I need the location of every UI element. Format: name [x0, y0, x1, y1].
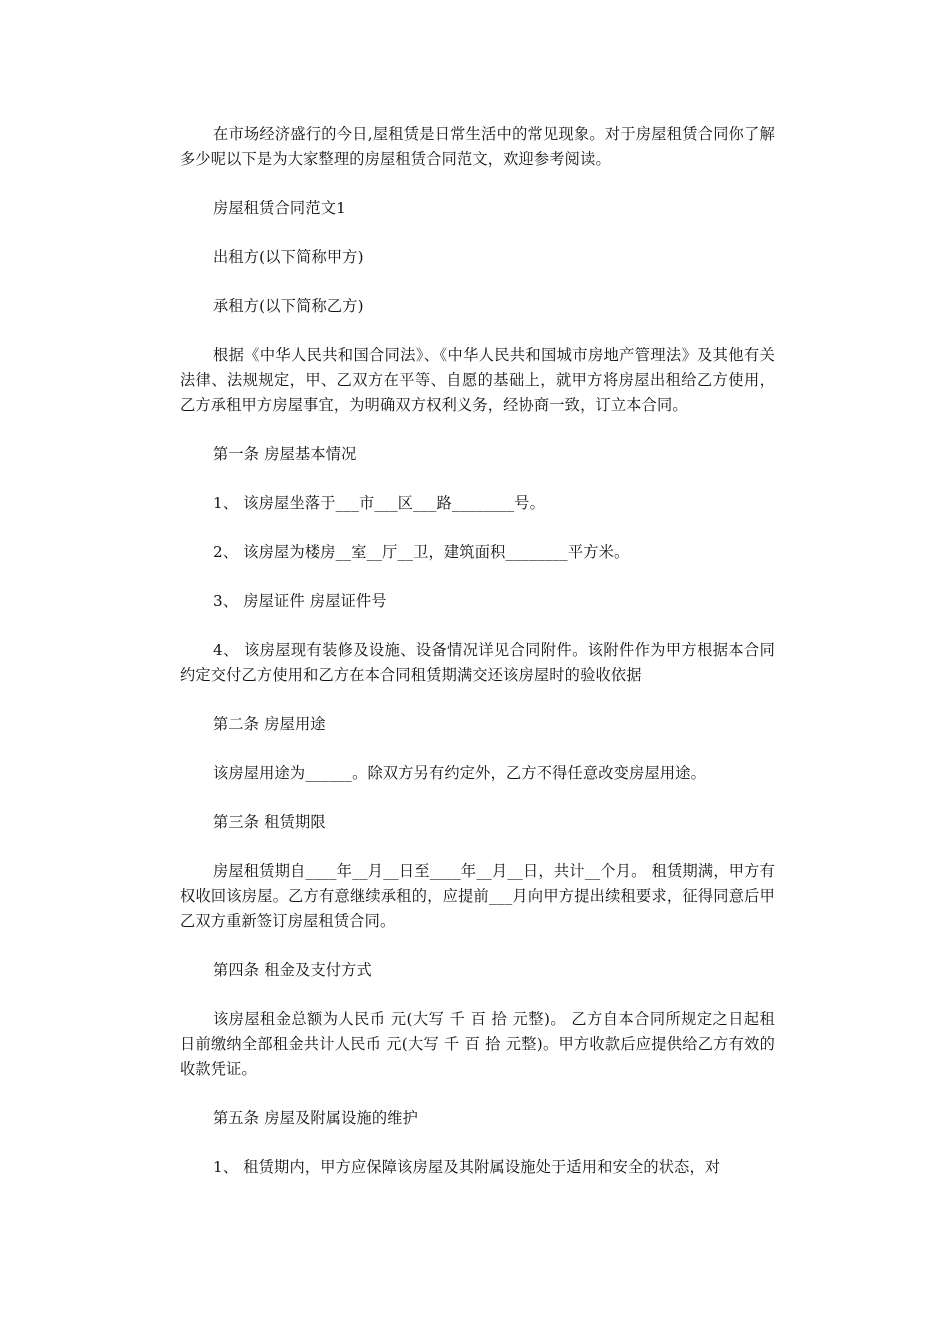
article-1-item-4: 4、 该房屋现有装修及设施、设备情况详见合同附件。该附件作为甲方根据本合同约定交付乙方使用和乙方在本合同租赁期满交还该房屋时的验收依据 — [180, 641, 775, 684]
article-5-heading: 第五条 房屋及附属设施的维护 — [213, 1109, 419, 1127]
article-2-body: 该房屋用途为______。除双方另有约定外，乙方不得任意改变房屋用途。 — [213, 764, 706, 782]
document-body — [180, 122, 775, 1204]
lessor-line: 出租方(以下简称甲方) — [213, 248, 364, 266]
article-5-item-1: 1、 租赁期内，甲方应保障该房屋及其附属设施处于适用和安全的状态，对 — [213, 1158, 721, 1176]
article-4-body: 该房屋租金总额为人民币 元(大写 千 百 拾 元整)。 乙方自本合同所规定之日起租日前缴纳全部租金共计人民币 元(大写 千 百 拾 元整)。甲方收款后应提供给乙方有效的收款凭证。 — [180, 1010, 775, 1078]
article-1-item-3: 3、 房屋证件 房屋证件号 — [213, 592, 387, 610]
article-1-item-2: 2、 该房屋为楼房__室__厅__卫，建筑面积________平方米。 — [213, 543, 630, 561]
contract-title: 房屋租赁合同范文1 — [213, 199, 346, 217]
preamble-paragraph: 根据《中华人民共和国合同法》、《中华人民共和国城市房地产管理法》及其他有关法律、法规规定，甲、乙双方在平等、自愿的基础上，就甲方将房屋出租给乙方使用，乙方承租甲方房屋事宜，为明确双方权利义务，经协商一致，订立本合同。 — [180, 346, 775, 414]
article-2-heading: 第二条 房屋用途 — [213, 715, 326, 733]
lessee-line: 承租方(以下简称乙方) — [213, 297, 364, 315]
article-3-heading: 第三条 租赁期限 — [213, 813, 326, 831]
intro-paragraph: 在市场经济盛行的今日,屋租赁是日常生活中的常见现象。对于房屋租赁合同你了解多少呢以下是为大家整理的房屋租赁合同范文，欢迎参考阅读。 — [180, 125, 775, 168]
article-1-heading: 第一条 房屋基本情况 — [213, 445, 357, 463]
article-4-heading: 第四条 租金及支付方式 — [213, 961, 372, 979]
article-3-body: 房屋租赁期自____年__月__日至____年__月__日，共计__个月。 租赁期满，甲方有权收回该房屋。乙方有意继续承租的，应提前___月向甲方提出续租要求，征得同意后甲乙双方重新签订房屋租赁合同。 — [180, 862, 775, 930]
article-1-item-1: 1、 该房屋坐落于___市___区___路________号。 — [213, 494, 546, 512]
